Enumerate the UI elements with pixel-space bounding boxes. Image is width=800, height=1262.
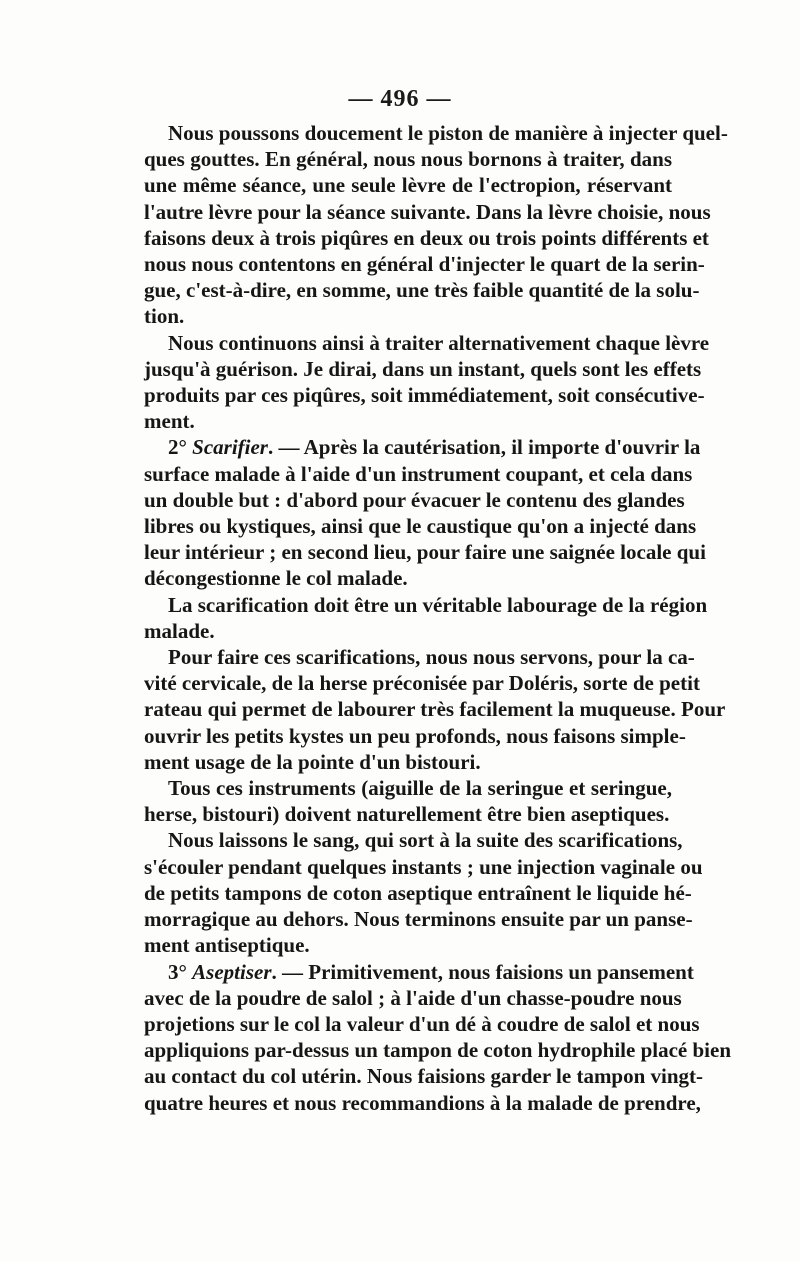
text-line	[120, 251, 705, 277]
line-text: libres ou kystiques, ainsi que le caustique qu'on a injecté dans	[144, 514, 697, 539]
line-text: Nous poussons doucement le piston de manière à injecter quel-	[168, 121, 728, 145]
text-line	[120, 408, 672, 434]
text-line	[120, 382, 705, 408]
text-line	[120, 277, 700, 303]
line-text: rateau qui permet de labourer très facilement la muqueuse. Pour	[144, 697, 726, 722]
text-line	[120, 1037, 731, 1063]
text-line	[120, 199, 711, 225]
paragraph	[120, 120, 728, 330]
text-line	[120, 618, 672, 644]
line-text: gue, c'est-à-dire, en somme, une très faible quantité de la solu-	[144, 278, 700, 303]
section-number: 3°	[168, 959, 193, 984]
line-text: Tous ces instruments (aiguille de la seringue et seringue,	[168, 776, 672, 801]
text-line	[120, 120, 728, 146]
section-heading: Aseptiser	[192, 959, 272, 984]
text-line	[120, 592, 708, 618]
text-line	[120, 539, 706, 565]
line-text: tion.	[144, 304, 185, 329]
text-line	[120, 854, 703, 880]
text-line	[120, 696, 726, 722]
line-text: ment usage de la pointe d'un bistouri.	[144, 749, 481, 774]
section-heading: Scarifier	[192, 435, 268, 460]
text-line	[120, 330, 710, 356]
line-text: ques gouttes. En général, nous nous bornons à traiter, dans	[144, 147, 672, 172]
line-text: s'écouler pendant quelques instants ; une injection vaginale ou	[144, 854, 703, 879]
line-text: produits par ces piqûres, soit immédiatement, soit consécutive-	[144, 383, 705, 408]
body-text	[120, 120, 731, 1116]
text-line	[120, 565, 672, 591]
line-text: quatre heures et nous recommandions à la malade de prendre,	[144, 1090, 701, 1115]
text-line	[120, 932, 672, 958]
line-text: faisons deux à trois piqûres en deux ou trois points différents et	[144, 225, 709, 250]
text-line	[120, 172, 672, 198]
line-text: ment antiseptique.	[144, 933, 310, 958]
paragraph	[120, 434, 706, 591]
text-line	[120, 225, 709, 251]
line-text: herse, bistouri) doivent naturellement être bien aseptiques.	[144, 802, 670, 827]
text-line	[120, 1011, 700, 1037]
line-text: décongestionne le col malade.	[144, 566, 408, 591]
text-line	[120, 801, 672, 827]
line-text: projetions sur le col la valeur d'un dé à coudre de salol et nous	[144, 1011, 700, 1036]
text-line	[120, 434, 701, 460]
text-line	[120, 880, 692, 906]
paragraph	[120, 330, 710, 435]
text-line	[120, 303, 672, 329]
text-line	[120, 644, 695, 670]
line-text: ouvrir les petits kystes un peu profonds, nous faisons simple-	[144, 723, 686, 748]
text-line	[120, 146, 672, 172]
text-line	[120, 1090, 701, 1116]
text-line	[120, 775, 672, 801]
line-text: de petits tampons de coton aseptique entraînent le liquide hé-	[144, 880, 692, 905]
line-text: Nous continuons ainsi à traiter alternativement chaque lèvre	[168, 330, 710, 355]
paragraph	[120, 959, 731, 1116]
page-number: — 496 —	[348, 86, 452, 112]
line-text: La scarification doit être un véritable labourage de la région	[168, 592, 708, 617]
text-line	[120, 959, 694, 985]
paragraph	[120, 644, 726, 775]
line-text: leur intérieur ; en second lieu, pour faire une saignée locale qui	[144, 540, 706, 565]
text-line	[120, 723, 686, 749]
line-text: morragique au dehors. Nous terminons ensuite par un panse-	[144, 907, 693, 932]
paragraph	[120, 827, 703, 958]
line-text: avec de la poudre de salol ; à l'aide d'un chasse-poudre nous	[144, 985, 682, 1010]
paragraph	[120, 775, 672, 827]
line-text: l'autre lèvre pour la séance suivante. Dans la lèvre choisie, nous	[144, 199, 711, 224]
line-text: jusqu'à guérison. Je dirai, dans un instant, quels sont les effets	[144, 356, 702, 381]
text-line	[120, 670, 700, 696]
line-text: nous nous contentons en général d'injecter le quart de la serin-	[144, 252, 705, 277]
line-text: Nous laissons le sang, qui sort à la suite des scarifications,	[168, 828, 683, 853]
text-line	[120, 461, 693, 487]
line-text: surface malade à l'aide d'un instrument coupant, et cela dans	[144, 461, 693, 486]
line-text: appliquions par-dessus un tampon de coton hydrophile placé bien	[144, 1038, 731, 1063]
text-line	[120, 906, 693, 932]
line-text: . — Primitivement, nous faisions un pansement	[271, 959, 694, 984]
line-text: ment.	[144, 409, 195, 434]
text-line	[120, 1063, 704, 1089]
text-line	[120, 487, 685, 513]
line-text: un double but : d'abord pour évacuer le contenu des glandes	[144, 487, 685, 512]
section-number: 2°	[168, 435, 193, 460]
text-line	[120, 356, 702, 382]
line-text: . — Après la cautérisation, il importe d'ouvrir la	[267, 435, 701, 460]
paragraph	[120, 592, 708, 644]
line-text: une même séance, une seule lèvre de l'ectropion, réservant	[144, 173, 672, 198]
line-text: Pour faire ces scarifications, nous nous servons, pour la ca-	[168, 645, 695, 670]
text-line	[120, 827, 683, 853]
line-text: vité cervicale, de la herse préconisée par Doléris, sorte de petit	[144, 671, 700, 696]
text-line	[120, 749, 672, 775]
text-line	[120, 985, 682, 1011]
line-text: au contact du col utérin. Nous faisions garder le tampon vingt-	[144, 1064, 704, 1089]
text-line	[120, 513, 697, 539]
line-text: malade.	[144, 618, 215, 643]
